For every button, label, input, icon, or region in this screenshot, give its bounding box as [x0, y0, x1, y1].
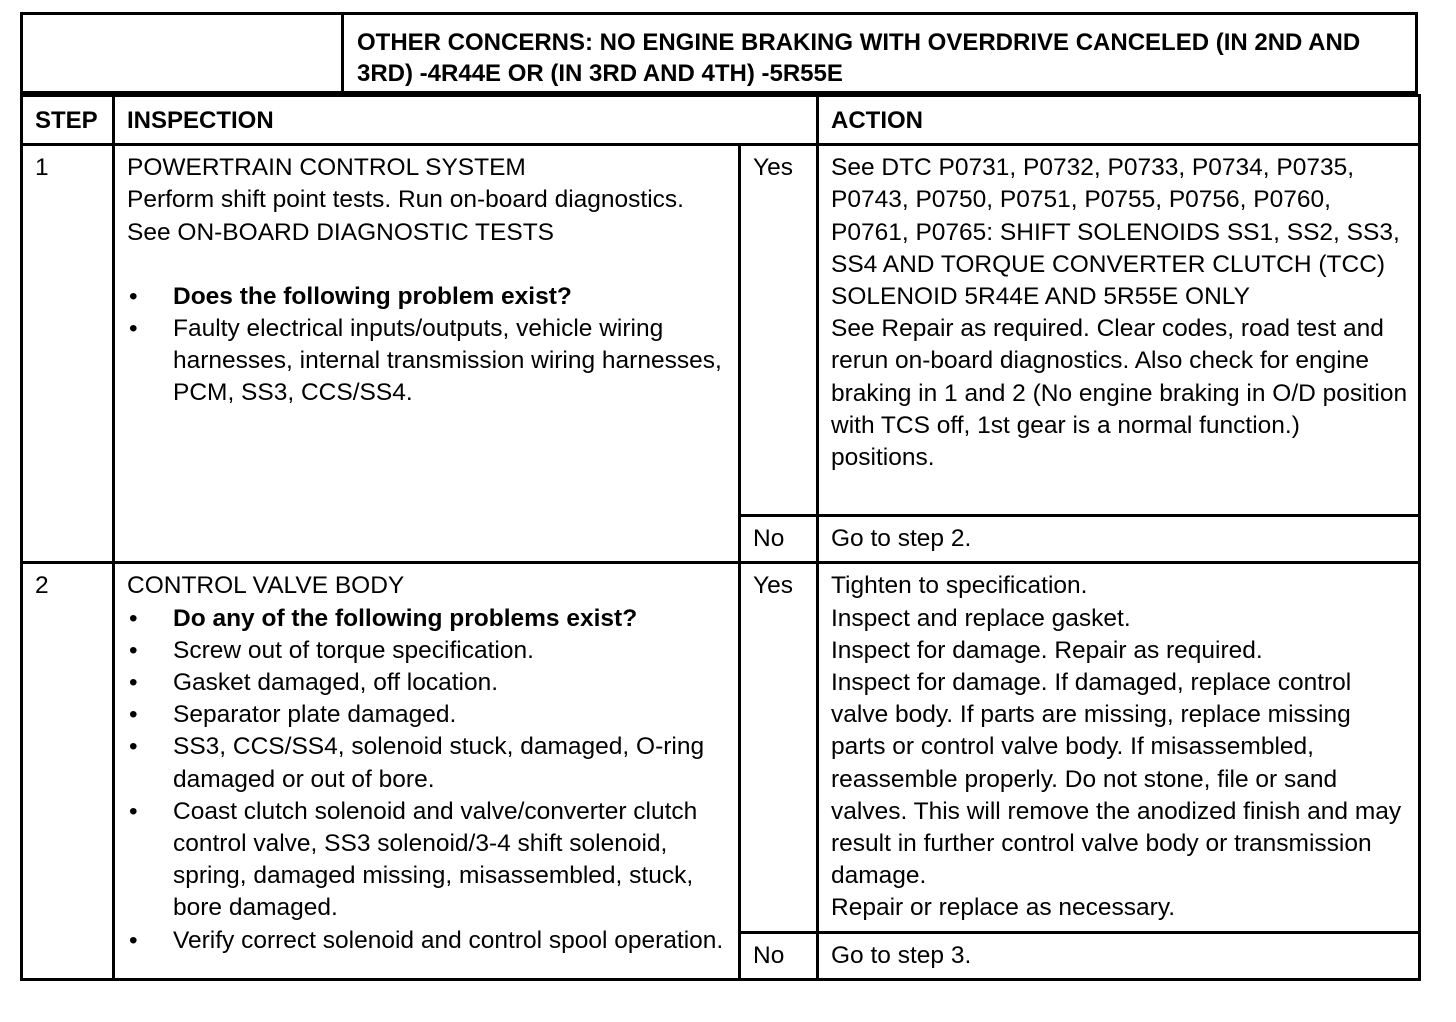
step-2-item-6: Verify correct solenoid and control spool operation.: [173, 926, 724, 954]
list-item: [127, 925, 728, 957]
step-1-yes-row: [22, 145, 1420, 516]
step-2-yes-label: Yes: [740, 563, 818, 932]
step-2-item-2: Gasket damaged, off location.: [173, 669, 499, 697]
bullet-icon: •: [129, 669, 138, 697]
step-1-instruction-1: Perform shift point tests. Run on-board diagnostics.: [127, 186, 684, 214]
step-1-yes-action-2: See Repair as required. Clear codes, road test and rerun on-board diagnostics. Also check for engine braking in 1 and 2 (No engine braking in O/D position with TCS off, 1st gear is a normal function.) positions.: [831, 315, 1408, 472]
list-item: [127, 635, 728, 667]
step-2-yes-action: [818, 563, 1420, 932]
inspection-header: INSPECTION: [114, 96, 818, 145]
diagnostic-page: [20, 12, 1418, 996]
diagnostic-table: [20, 94, 1421, 981]
step-2-yes-action-2: Inspect and replace gasket.: [831, 604, 1131, 632]
step-1-item-1: Faulty electrical inputs/outputs, vehicle wiring harnesses, internal transmission wiring harnesses, PCM, SS3, CCS/SS4.: [173, 315, 722, 407]
bullet-icon: •: [129, 797, 138, 825]
step-2-item-1: Screw out of torque specification.: [173, 636, 534, 664]
step-header: STEP: [22, 96, 114, 145]
step-1-no-action: Go to step 2.: [818, 516, 1420, 563]
list-item: [127, 313, 728, 410]
step-1-yes-action: [818, 145, 1420, 516]
step-1-inspection: [114, 145, 740, 563]
step-2-inspection: [114, 563, 740, 979]
list-item: [127, 603, 728, 635]
step-2-yes-action-5: Repair or replace as necessary.: [831, 894, 1176, 922]
step-2-item-4: SS3, CCS/SS4, solenoid stuck, damaged, O-ring damaged or out of bore.: [173, 733, 705, 793]
step-2-item-5: Coast clutch solenoid and valve/converter clutch control valve, SS3 solenoid/3-4 shift solenoid, spring, damaged missing, misassembled, stuck, bore damaged.: [173, 797, 698, 922]
step-2-yes-action-4: Inspect for damage. If damaged, replace control valve body. If parts are missing, replace missing parts or control valve body. If misassembled, reassemble properly. Do not stone, file or sand valves. This will remove the anodized finish and may result in further control valve body or transmission damage.: [831, 669, 1402, 890]
step-1-instruction-2: See ON-BOARD DIAGNOSTIC TESTS: [127, 218, 555, 246]
bullet-icon: •: [129, 701, 138, 729]
step-1-no-label: No: [740, 516, 818, 563]
step-1-bullet-list: [127, 281, 728, 410]
title-box: [20, 12, 1418, 94]
step-2-item-3: Separator plate damaged.: [173, 701, 457, 729]
bullet-icon: •: [129, 282, 138, 310]
list-item: [127, 796, 728, 925]
step-2-question: Do any of the following problems exist?: [173, 604, 638, 632]
step-1-yes-action-1: See DTC P0731, P0732, P0733, P0734, P0735, P0743, P0750, P0751, P0755, P0756, P0760, P0761, P0765: SHIFT SOLENOIDS SS1, SS2, SS3, SS4 AND TORQUE CONVERTER CLUTCH (TCC) SOLENOID 5R44E AND 5R55E ONLY: [831, 154, 1400, 311]
header-row: [22, 96, 1420, 145]
bullet-icon: •: [129, 604, 138, 632]
step-1-yes-label: Yes: [740, 145, 818, 516]
step-2-no-action: Go to step 3.: [818, 932, 1420, 979]
step-1-question: Does the following problem exist?: [173, 282, 572, 310]
list-item: [127, 281, 728, 313]
list-item: [127, 667, 728, 699]
list-item: [127, 699, 728, 731]
step-1-number: 1: [22, 145, 114, 563]
list-item: [127, 731, 728, 795]
action-header: ACTION: [818, 96, 1420, 145]
step-2-no-label: No: [740, 932, 818, 979]
step-2-yes-action-3: Inspect for damage. Repair as required.: [831, 636, 1263, 664]
step-2-yes-action-1: Tighten to specification.: [831, 572, 1088, 600]
bullet-icon: •: [129, 926, 138, 954]
bullet-icon: •: [129, 733, 138, 761]
bullet-icon: •: [129, 636, 138, 664]
step-1-heading: POWERTRAIN CONTROL SYSTEM: [127, 154, 526, 182]
step-2-yes-row: [22, 563, 1420, 932]
step-2-bullet-list: [127, 603, 728, 957]
title-divider: [341, 15, 344, 91]
bullet-icon: •: [129, 315, 138, 343]
step-2-heading: CONTROL VALVE BODY: [127, 572, 405, 600]
page-title: OTHER CONCERNS: NO ENGINE BRAKING WITH OVERDRIVE CANCELED (IN 2ND AND 3RD) -4R44E OR (IN 3RD AND 4TH) -5R55E: [357, 29, 1361, 87]
step-2-number: 2: [22, 563, 114, 979]
